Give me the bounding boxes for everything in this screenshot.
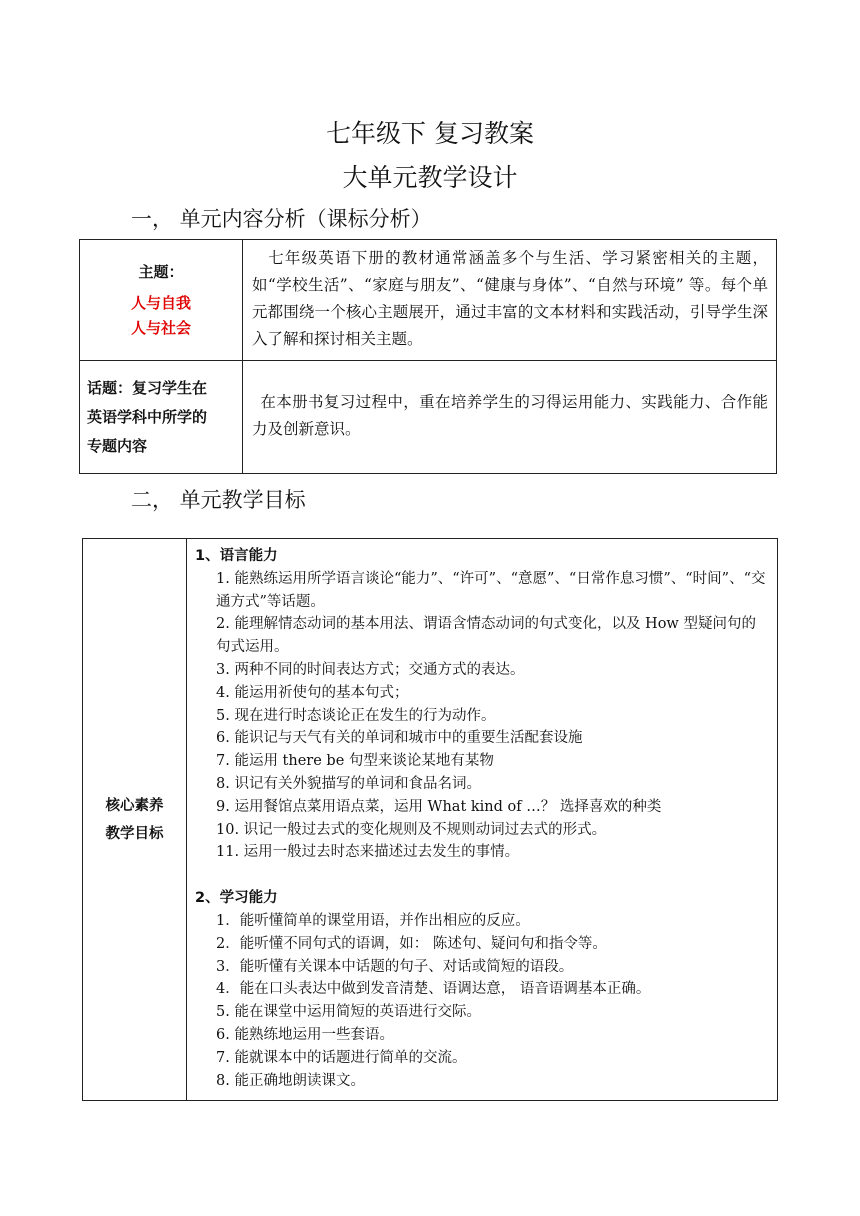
theme-value-society: 人与社会 bbox=[130, 318, 191, 337]
topic-label-line: 英语学科中所学的 bbox=[87, 407, 208, 426]
list-item: 5. 能在课堂中运用简短的英语进行交际。 bbox=[216, 1004, 481, 1021]
list-item: 3．能听懂有关课本中话题的句子、对话或简短的语段。 bbox=[216, 958, 574, 975]
list-item: 7. 能就课本中的话题进行简单的交流。 bbox=[216, 1049, 467, 1066]
list-item: 10. 识记一般过去式的变化规则及不规则动词过去式的形式。 bbox=[216, 821, 607, 838]
list-item: 4．能在口头表达中做到发音清楚、语调达意， 语音语调基本正确。 bbox=[216, 981, 651, 998]
topic-row bbox=[80, 361, 777, 474]
goals-row bbox=[83, 539, 778, 1101]
theme-value-self: 人与自我 bbox=[130, 293, 191, 312]
section-heading-content-analysis: 一， 单元内容分析（课标分析） bbox=[131, 207, 432, 231]
content-analysis-table bbox=[79, 239, 777, 474]
list-item: 2．能听懂不同句式的语调，如： 陈述句、疑问句和指令等。 bbox=[216, 935, 607, 952]
theme-description bbox=[243, 240, 777, 361]
goals-label-line: 教学目标 bbox=[105, 825, 164, 842]
goals-body bbox=[187, 539, 778, 1101]
list-item: 7. 能运用 there be 句型来谈论某地有某物 bbox=[216, 753, 494, 770]
list-item: 8. 能正确地朗读课文。 bbox=[216, 1072, 365, 1089]
list-item: 11. 运用一般过去时态来描述过去发生的事情。 bbox=[216, 844, 520, 861]
topic-description-text: 在本册书复习过程中，重在培养学生的习得运用能力、实践能力、合作能力及创新意识。 bbox=[252, 393, 768, 438]
topic-description bbox=[243, 361, 777, 474]
list-item: 3. 两种不同的时间表达方式；交通方式的表达。 bbox=[216, 661, 525, 678]
topic-label-line: 话题：复习学生在 bbox=[87, 378, 208, 397]
theme-row bbox=[80, 240, 777, 361]
list-item: 6. 能识记与天气有关的单词和城市中的重要生活配套设施 bbox=[216, 730, 583, 747]
list-item: 9. 运用餐馆点菜用语点菜，运用 What kind of …？ 选择喜欢的种类 bbox=[216, 798, 662, 815]
teaching-goals-table bbox=[82, 538, 778, 1101]
list-item: 6. 能熟练地运用一些套语。 bbox=[216, 1026, 394, 1043]
document-title: 七年级下 复习教案 bbox=[326, 119, 534, 148]
list-item: 1．能听懂简单的课堂用语，并作出相应的反应。 bbox=[216, 912, 530, 929]
learning-ability-heading: 2、学习能力 bbox=[195, 890, 278, 907]
theme-description-text: 七年级英语下册的教材通常涵盖多个与生活、学习紧密相关的主题，如“学校生活”、“家庭与朋友”、“健康与身体”、“自然与环境” 等。每个单元都围绕一个核心主题展开，通过丰富的文本材料和实践活动，引导学生深入了解和探讨相关主题。 bbox=[252, 249, 768, 348]
list-item: 2. 能理解情态动词的基本用法、谓语含情态动词的句式变化，以及 How 型疑问句的句式运用。 bbox=[216, 616, 756, 656]
goals-label-cell bbox=[83, 539, 187, 1101]
topic-label-line: 专题内容 bbox=[87, 436, 148, 455]
theme-label: 主题： bbox=[138, 262, 184, 281]
language-ability-heading: 1、语言能力 bbox=[195, 548, 278, 564]
section-heading-teaching-goals: 二， 单元教学目标 bbox=[131, 488, 306, 512]
topic-label-cell bbox=[80, 361, 243, 474]
goals-label-line: 核心素养 bbox=[105, 797, 164, 814]
document-subtitle: 大单元教学设计 bbox=[342, 163, 518, 192]
list-item: 4. 能运用祈使句的基本句式； bbox=[216, 684, 409, 701]
list-item: 5. 现在进行时态谈论正在发生的行为动作。 bbox=[216, 707, 496, 724]
theme-label-cell bbox=[80, 240, 243, 361]
list-item: 8. 识记有关外貌描写的单词和食品名词。 bbox=[216, 775, 481, 792]
list-item: 1. 能熟练运用所学语言谈论“能力”、“许可”、“意愿”、“日常作息习惯”、“时间”、“交通方式”等话题。 bbox=[216, 570, 766, 610]
